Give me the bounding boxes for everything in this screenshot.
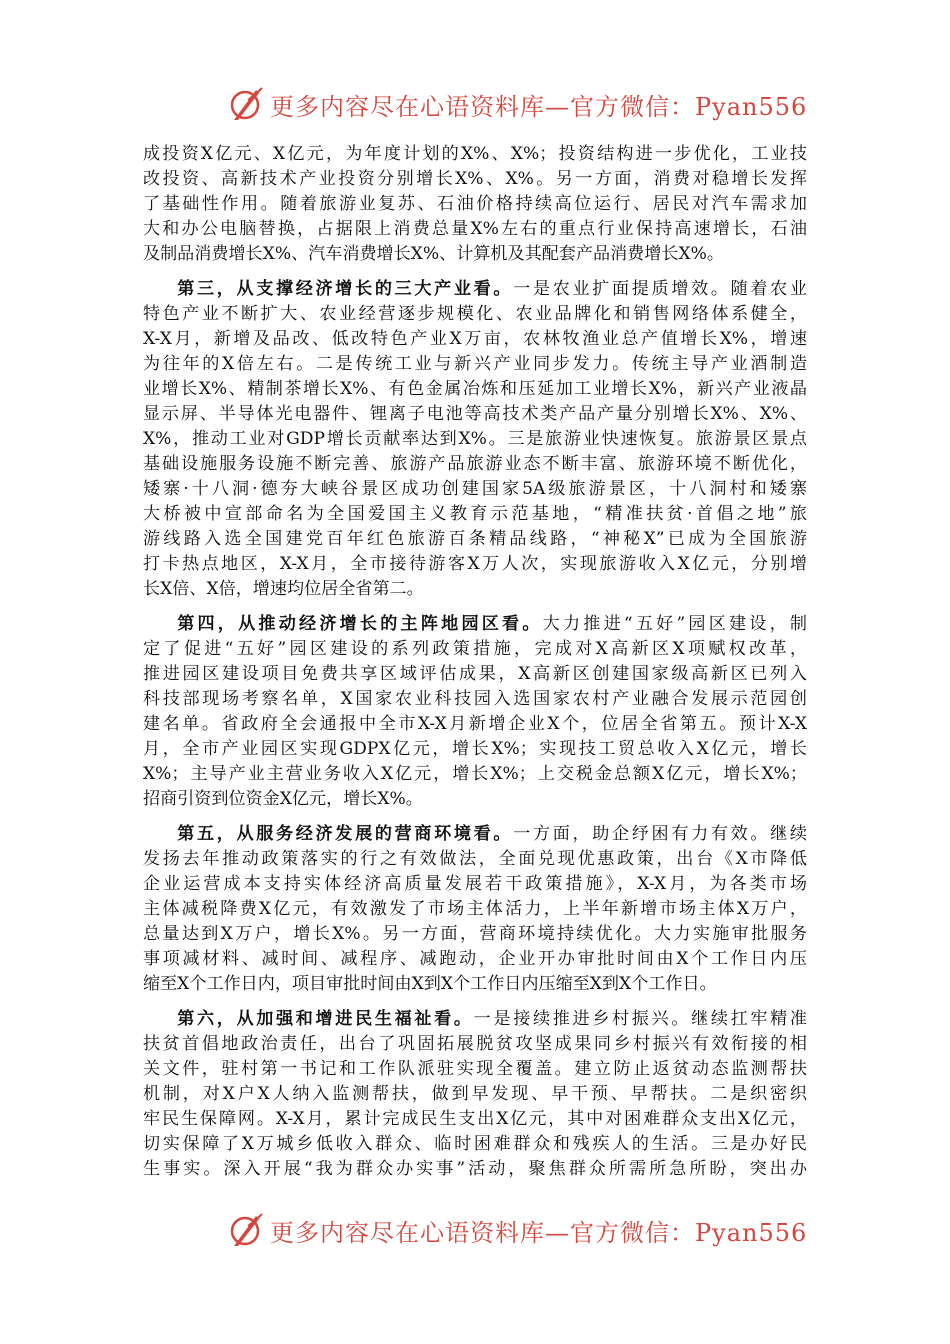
line-text: 为往年的X倍左右。二是传统工业与新兴产业同步发力。传统主导产业酒制造 [143, 354, 807, 374]
quill-logo-icon [226, 1210, 266, 1250]
text-line [143, 947, 807, 972]
line-text: X-X月，新增及品改、低改特色产业X万亩，农林牧渔业总产值增长X%，增速 [143, 329, 807, 349]
text-line [143, 452, 807, 477]
text-line [143, 1032, 807, 1057]
text-line [143, 402, 807, 427]
line-text: 总量达到X万户，增长X%。另一方面，营商环境持续优化。大力实施审批服务 [143, 924, 807, 944]
text-line [143, 687, 807, 712]
text-line [143, 712, 807, 737]
text-line [143, 327, 807, 352]
text-line [143, 527, 807, 552]
text-line [143, 192, 807, 217]
text-line [143, 142, 807, 167]
line-text: 建名单。省政府全会通报中全市X-X月新增企业X个，位居全省第五。预计X-X [143, 714, 807, 734]
line-text: 打卡热点地区，X-X月，全市接待游客X万人次，实现旅游收入X亿元，分别增 [143, 554, 807, 574]
line-text: 扶贫首倡地政治责任，出台了巩固拓展脱贫攻坚成果同乡村振兴有效衔接的相 [143, 1034, 807, 1054]
text-line [143, 897, 807, 922]
line-text: 及制品消费增长X%、汽车消费增长X%、计算机及其配套产品消费增长X%。 [143, 244, 724, 264]
line-text: 大和办公电脑替换，占据限上消费总量X%左右的重点行业保持高速增长，石油 [143, 219, 807, 239]
text-line [143, 972, 807, 997]
line-text: 推进园区建设项目免费共享区域评估成果，X高新区创建国家级高新区已列入 [143, 664, 807, 684]
line-text: 改投资、高新技术产业投资分别增长X%、X%。另一方面，消费对稳增长发挥 [143, 169, 807, 189]
text-line [143, 217, 807, 242]
text-line [143, 577, 807, 602]
text-line [143, 822, 807, 847]
banner-text: 更多内容尽在心语资料库—官方微信：Pyan556 [270, 1218, 808, 1247]
text-line [143, 1157, 807, 1182]
text-line [143, 637, 807, 662]
line-text: 了基础性作用。随着旅游业复苏、石油价格持续高位运行、居民对汽车需求加 [143, 194, 807, 214]
text-line [143, 502, 807, 527]
paragraph-gap [143, 997, 807, 1007]
line-text: 大桥被中宣部命名为全国爱国主义教育示范基地，“精准扶贫·首倡之地”旅 [143, 504, 807, 524]
section-heading: 第六，从加强和增进民生福祉看。 [177, 1009, 474, 1029]
text-line [143, 1132, 807, 1157]
line-text: 月，全市产业园区实现GDPX亿元，增长X%；实现技工贸总收入X亿元，增长 [143, 739, 807, 759]
section-heading: 第三，从支撑经济增长的三大产业看。 [177, 279, 514, 299]
section-heading: 第五，从服务经济发展的营商环境看。 [177, 824, 514, 844]
paragraph [143, 277, 807, 602]
line-text: 业增长X%、精制茶增长X%、有色金属冶炼和压延加工业增长X%，新兴产业液晶 [143, 379, 807, 399]
text-line [143, 612, 807, 637]
text-line [143, 242, 807, 267]
line-text: 机制，对X户X人纳入监测帮扶，做到早发现、早干预、早帮扶。二是织密织 [143, 1084, 807, 1104]
paragraph [143, 822, 807, 997]
paragraph-gap [143, 602, 807, 612]
line-text: 一是接续推进乡村振兴。继续扛牢精准 [473, 1009, 808, 1029]
line-text: 事项减材料、减时间、减程序、减跑动，企业开办审批时间由X个工作日内压 [143, 949, 807, 969]
text-line [143, 737, 807, 762]
line-text: 企业运营成本支持实体经济高质量发展若干政策措施》，X-X月，为各类市场 [143, 874, 807, 894]
text-line [143, 167, 807, 192]
text-line [143, 552, 807, 577]
paragraph [143, 612, 807, 812]
line-text: 成投资X亿元、X亿元，为年度计划的X%、X%；投资结构进一步优化，工业技 [143, 144, 807, 164]
line-text: 特色产业不断扩大、农业经营逐步规模化、农业品牌化和销售网络体系健全， [143, 304, 807, 324]
line-text: 矮寨·十八洞·德夯大峡谷景区成功创建国家5A级旅游景区，十八洞村和矮寨 [143, 479, 807, 499]
paragraph [143, 1007, 807, 1182]
text-line [143, 477, 807, 502]
line-text: 游线路入选全国建党百年红色旅游百条精品线路，“神秘X”已成为全国旅游 [143, 529, 807, 549]
line-text: 定了促进“五好”园区建设的系列政策措施，完成对X高新区X项赋权改革， [143, 639, 807, 659]
text-line [143, 787, 807, 812]
text-line [143, 302, 807, 327]
line-text: 主体减税降费X亿元，有效激发了市场主体活力，上半年新增市场主体X万户， [143, 899, 807, 919]
line-text: 大力推进“五好”园区建设，制 [542, 614, 808, 634]
line-text: 关文件，驻村第一书记和工作队派驻实现全覆盖。建立防止返贫动态监测帮扶 [143, 1059, 807, 1079]
text-line [143, 1007, 807, 1032]
paragraph-gap [143, 812, 807, 822]
text-line [143, 427, 807, 452]
line-text: 科技部现场考察名单，X国家农业科技园入选国家农村产业融合发展示范园创 [143, 689, 807, 709]
line-text: 发扬去年推动政策落实的行之有效做法，全面兑现优惠政策，出台《X市降低 [143, 849, 807, 869]
line-text: 长X倍、X倍，增速均位居全省第二。 [143, 579, 424, 599]
line-text: 一方面，助企纾困有力有效。继续 [513, 824, 808, 844]
banner-text: 更多内容尽在心语资料库—官方微信：Pyan556 [270, 92, 808, 121]
text-line [143, 762, 807, 787]
header-watermark-banner [226, 82, 808, 126]
line-text: X%，推动工业对GDP增长贡献率达到X%。三是旅游业快速恢复。旅游景区景点 [143, 429, 807, 449]
line-text: 牢民生保障网。X-X月，累计完成民生支出X亿元，其中对困难群众支出X亿元， [143, 1109, 807, 1129]
text-line [143, 872, 807, 897]
text-line [143, 1082, 807, 1107]
line-text: 切实保障了X万城乡低收入群众、临时困难群众和残疾人的生活。三是办好民 [143, 1134, 807, 1154]
line-text: 显示屏、半导体光电器件、锂离子电池等高技术类产品产量分别增长X%、X%、 [143, 404, 807, 424]
document-body [143, 142, 807, 1182]
text-line [143, 1107, 807, 1132]
line-text: 生事实。深入开展“我为群众办实事”活动，聚焦群众所需所急所盼，突出办 [143, 1159, 807, 1179]
paragraph-gap [143, 267, 807, 277]
text-line [143, 847, 807, 872]
paragraph [143, 142, 807, 267]
text-line [143, 277, 807, 302]
text-line [143, 662, 807, 687]
text-line [143, 377, 807, 402]
line-text: 基础设施服务设施不断完善、旅游产品旅游业态不断丰富、旅游环境不断优化， [143, 454, 807, 474]
line-text: X%；主导产业主营业务收入X亿元，增长X%；上交税金总额X亿元，增长X%； [143, 764, 807, 784]
line-text: 一是农业扩面提质增效。随着农业 [513, 279, 808, 299]
section-heading: 第四，从推动经济增长的主阵地园区看。 [177, 614, 543, 634]
line-text: 缩至X个工作日内，项目审批时间由X到X个工作日内压缩至X到X个工作日。 [143, 974, 717, 994]
line-text: 招商引资到位资金X亿元，增长X%。 [143, 789, 423, 809]
footer-watermark-banner [226, 1208, 808, 1252]
text-line [143, 922, 807, 947]
quill-logo-icon [226, 84, 266, 124]
text-line [143, 352, 807, 377]
text-line [143, 1057, 807, 1082]
